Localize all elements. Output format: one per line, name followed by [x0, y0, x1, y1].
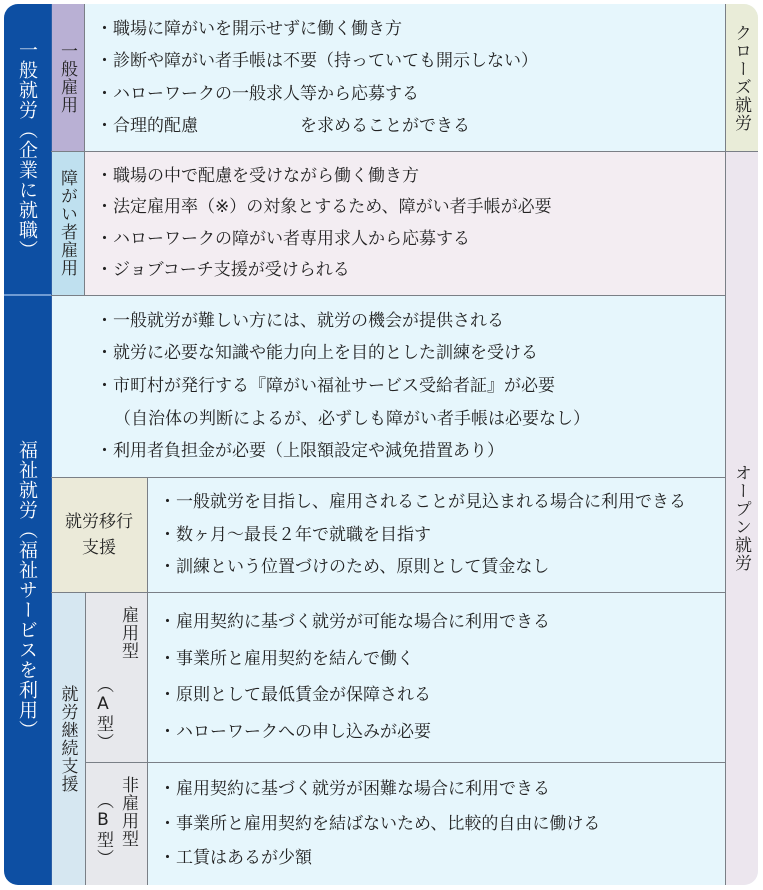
transition-label-line2: 支援: [82, 537, 116, 558]
transition-support-details: [147, 477, 725, 592]
list-item: ・一般就労を目指し、雇用されることが見込まれる場合に利用できる: [159, 492, 686, 513]
list-item: ・診断や障がい者手帳は不要（持っていても開示しない）: [96, 51, 538, 72]
list-item: ・事業所と雇用契約を結ばないため、比較的自由に働ける: [159, 813, 601, 834]
list-item: ・雇用契約に基づく就労が可能な場合に利用できる: [159, 611, 550, 632]
list-item: ・訓練という位置づけのため、原則として賃金なし: [159, 556, 550, 577]
list-item: ・職場に障がいを開示せずに働く働き方: [96, 19, 402, 40]
list-item: ・合理的配慮 を求めることができる: [96, 115, 470, 136]
general-hiring-details: [84, 4, 725, 151]
list-item: ・数ヶ月〜最長２年で就職を目指す: [159, 524, 431, 545]
list-item: ・就労に必要な知識や能力向上を目的とした訓練を受ける: [96, 343, 538, 364]
continuation-support-label: 就労継続支援: [51, 592, 85, 885]
list-item: ・法定雇用率（※）の対象とするため、障がい者手帳が必要: [96, 197, 552, 218]
disability-hiring-label: 障がい者雇用: [51, 151, 84, 295]
list-item: ・ハローワークへの申し込みが必要: [159, 722, 431, 743]
list-item: ・原則として最低賃金が保障される: [159, 685, 431, 706]
welfare-employment-details: [51, 295, 725, 477]
list-item: ・ハローワークの一般求人等から応募する: [96, 83, 419, 104]
type-a-label: [85, 592, 147, 762]
type-b-label-line2: （B型）: [93, 792, 113, 867]
type-a-label-line1: 雇用型: [118, 606, 138, 660]
open-employment-label: オープン就労: [725, 151, 758, 885]
list-item: ・利用者負担金が必要（上限額設定や減免措置あり）: [96, 441, 504, 462]
type-a-label-line2: （A型）: [93, 676, 113, 751]
list-item: ・工賃はあるが少額: [159, 847, 312, 868]
type-b-label-line1: 非雇用型: [118, 776, 138, 848]
list-item: ・職場の中で配慮を受けながら働く働き方: [96, 165, 419, 186]
transition-support-label: [51, 477, 147, 592]
type-b-details: [147, 762, 725, 885]
general-employment-label: 一般就労（企業に就職）: [4, 4, 51, 295]
list-item: ・ハローワークの障がい者専用求人から応募する: [96, 228, 470, 249]
transition-label-line1: 就労移行: [65, 511, 133, 532]
type-b-label: [85, 762, 147, 885]
closed-employment-label: クローズ就労: [725, 4, 758, 151]
list-item: ・ジョブコーチ支援が受けられる: [96, 260, 350, 281]
list-item: ・一般就労が難しい方には、就労の機会が提供される: [96, 310, 504, 331]
type-a-details: [147, 592, 725, 762]
list-item: ・雇用契約に基づく就労が困難な場合に利用できる: [159, 779, 550, 800]
employment-types-diagram: [4, 4, 758, 885]
list-item: ・事業所と雇用契約を結んで働く: [159, 648, 414, 669]
general-hiring-label: 一般雇用: [51, 4, 84, 151]
list-item: （自治体の判断によるが、必ずしも障がい者手帳は必要なし）: [114, 408, 590, 429]
welfare-employment-label: 福祉就労（福祉サービスを利用）: [4, 295, 51, 885]
disability-hiring-details: [84, 151, 725, 295]
list-item: ・市町村が発行する『障がい福祉サービス受給者証』が必要: [96, 375, 555, 396]
